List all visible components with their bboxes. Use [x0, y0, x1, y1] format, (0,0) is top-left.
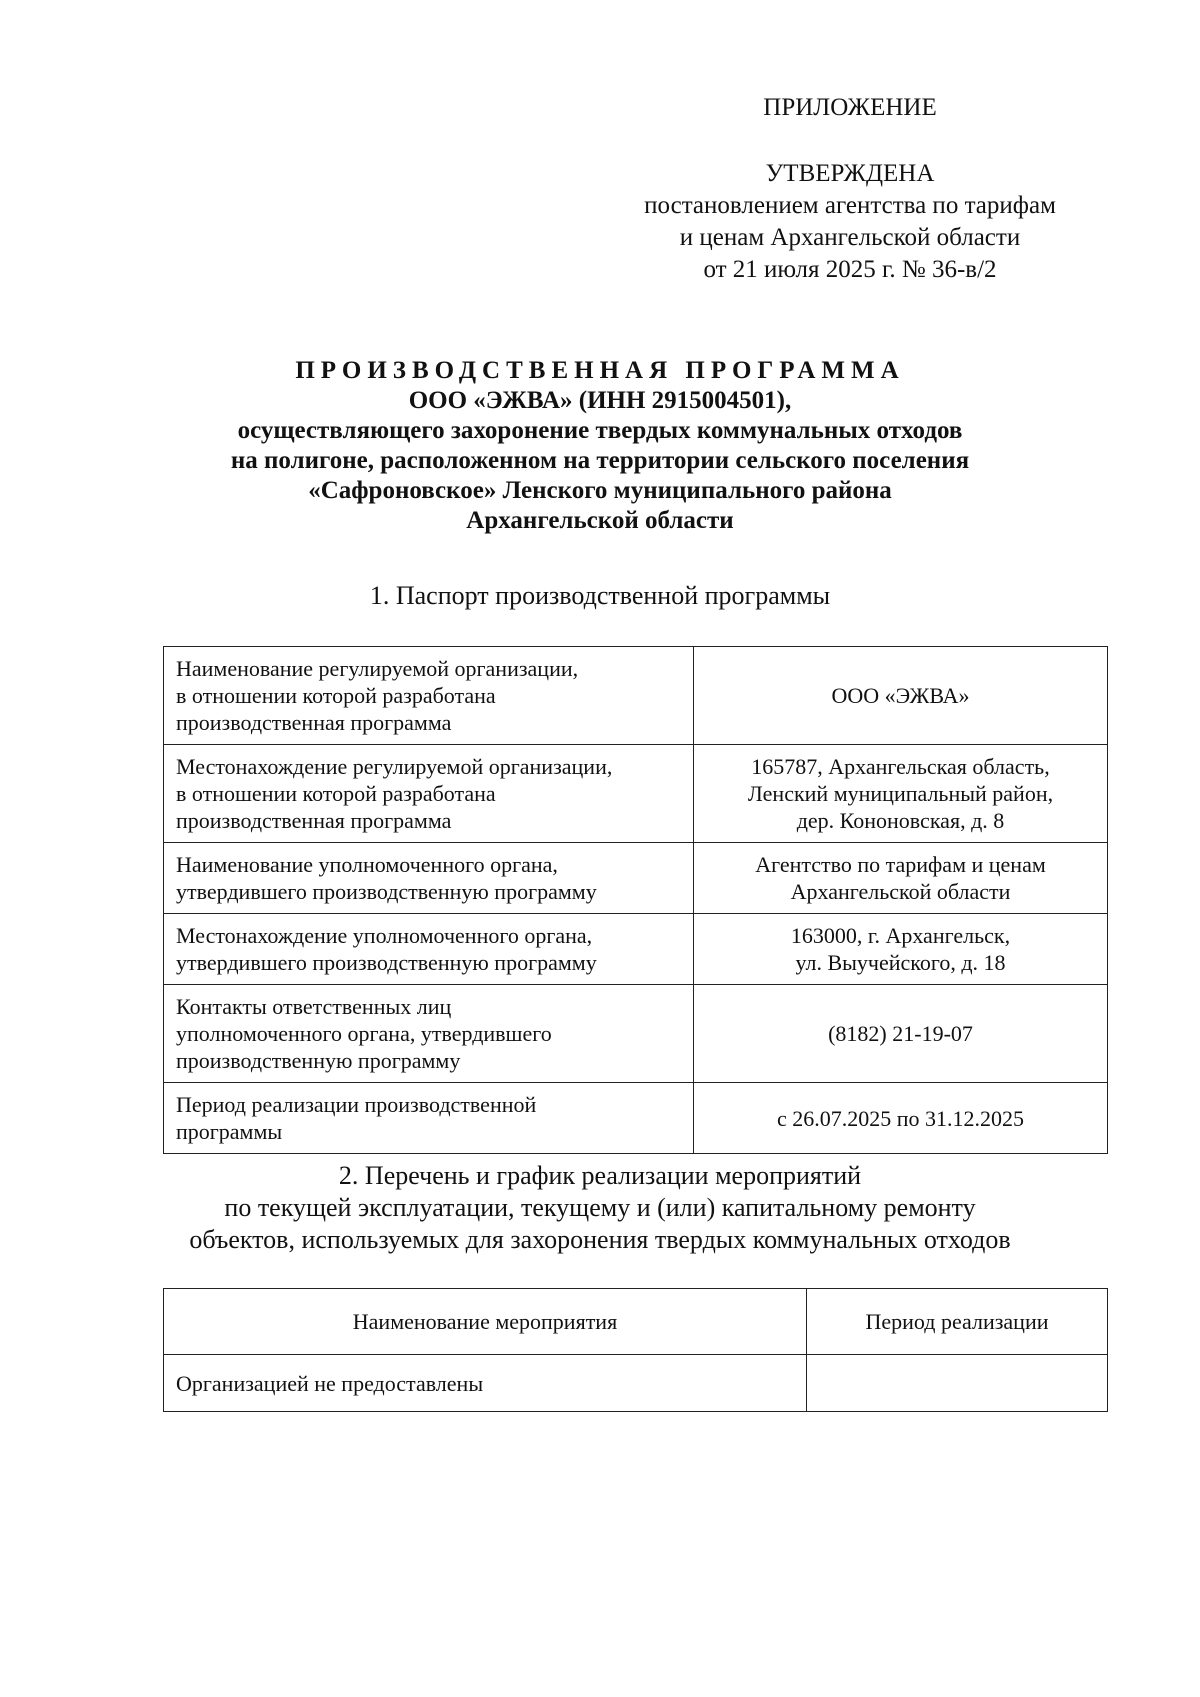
cell-text-line: 165787, Архангельская область,	[751, 754, 1050, 779]
passport-value-cell	[694, 647, 1108, 745]
passport-label-cell	[164, 1083, 694, 1154]
program-title-line: Архангельской области	[466, 507, 734, 534]
passport-table	[163, 646, 1108, 1154]
table-row	[164, 745, 1108, 843]
table-row	[164, 985, 1108, 1083]
program-title	[130, 356, 1070, 536]
passport-label-cell	[164, 647, 694, 745]
cell-text-line: Местонахождение уполномоченного органа,	[176, 923, 593, 948]
table-row	[164, 843, 1108, 914]
program-title-line: ООО «ЭЖВА» (ИНН 2915004501),	[408, 387, 792, 414]
appendix-label: ПРИЛОЖЕНИЕ	[763, 94, 937, 121]
cell-text-line: Агентство по тарифам и ценам	[755, 852, 1046, 877]
cell-text-line: в отношении которой разработана	[176, 781, 496, 806]
passport-label-cell	[164, 914, 694, 985]
passport-label-cell	[164, 985, 694, 1083]
column-header-name: Наименование мероприятия	[164, 1289, 807, 1355]
table-row	[164, 647, 1108, 745]
passport-label-cell	[164, 843, 694, 914]
table-row	[164, 1083, 1108, 1154]
passport-value-cell	[694, 745, 1108, 843]
cell-text-line: утвердившего производственную программу	[176, 950, 597, 975]
event-period-cell	[807, 1355, 1108, 1412]
cell-text-line: Наименование уполномоченного органа,	[176, 852, 558, 877]
section2-heading	[130, 1160, 1070, 1256]
program-title-main: ПРОИЗВОДСТВЕННАЯ ПРОГРАММА	[295, 357, 905, 384]
table-row	[164, 914, 1108, 985]
section2-heading-line: объектов, используемых для захоронения твердых коммунальных отходов	[189, 1225, 1011, 1254]
cell-text-line: Архангельской области	[790, 879, 1011, 904]
table-row	[164, 1355, 1108, 1412]
cell-text-line: ООО «ЭЖВА»	[831, 683, 970, 708]
program-title-line: на полигоне, расположенном на территории сельского поселения	[230, 447, 970, 474]
approval-line: от 21 июля 2025 г. № 36-в/2	[703, 256, 997, 283]
cell-text-line: производственная программа	[176, 808, 452, 833]
events-table	[163, 1288, 1108, 1412]
passport-value-cell	[694, 843, 1108, 914]
events-header-row	[164, 1289, 1108, 1355]
cell-text-line: Контакты ответственных лиц	[176, 994, 452, 1019]
cell-text-line: Период реализации производственной	[176, 1092, 537, 1117]
cell-text-line: производственная программа	[176, 710, 452, 735]
section2-heading-line: по текущей эксплуатации, текущему и (или) капитальному ремонту	[224, 1193, 976, 1222]
event-name-cell: Организацией не предоставлены	[164, 1355, 807, 1412]
passport-value-cell	[694, 914, 1108, 985]
cell-text-line: уполномоченного органа, утвердившего	[176, 1021, 552, 1046]
cell-text-line: производственную программу	[176, 1048, 461, 1073]
approval-line: постановлением агентства по тарифам	[644, 192, 1056, 219]
cell-text-line: Местонахождение регулируемой организации,	[176, 754, 613, 779]
cell-text-line: с 26.07.2025 по 31.12.2025	[776, 1105, 1025, 1131]
cell-text-line: Ленский муниципальный район,	[747, 781, 1054, 806]
section1-heading: 1. Паспорт производственной программы	[369, 581, 831, 610]
cell-text-line: Наименование регулируемой организации,	[176, 656, 579, 681]
program-title-line: осуществляющего захоронение твердых коммунальных отходов	[237, 417, 963, 444]
program-title-line: «Сафроновское» Ленского муниципального района	[308, 477, 892, 504]
approval-line: и ценам Архангельской области	[679, 224, 1021, 251]
cell-text-line: утвердившего производственную программу	[176, 879, 597, 904]
passport-value-cell	[694, 1083, 1108, 1154]
cell-text-line: программы	[176, 1119, 283, 1144]
approval-block	[590, 158, 1110, 286]
section2-heading-line: 2. Перечень и график реализации мероприятий	[338, 1161, 862, 1190]
column-header-period: Период реализации	[807, 1289, 1108, 1355]
passport-value-cell	[694, 985, 1108, 1083]
cell-text-line: 163000, г. Архангельск,	[790, 923, 1011, 948]
cell-text-line: (8182) 21-19-07	[828, 1021, 973, 1046]
cell-text-line: в отношении которой разработана	[176, 683, 496, 708]
cell-text-line: дер. Кононовская, д. 8	[796, 808, 1005, 833]
cell-text-line: ул. Выучейского, д. 18	[795, 950, 1006, 975]
approval-title: УТВЕРЖДЕНА	[765, 160, 935, 187]
passport-label-cell	[164, 745, 694, 843]
